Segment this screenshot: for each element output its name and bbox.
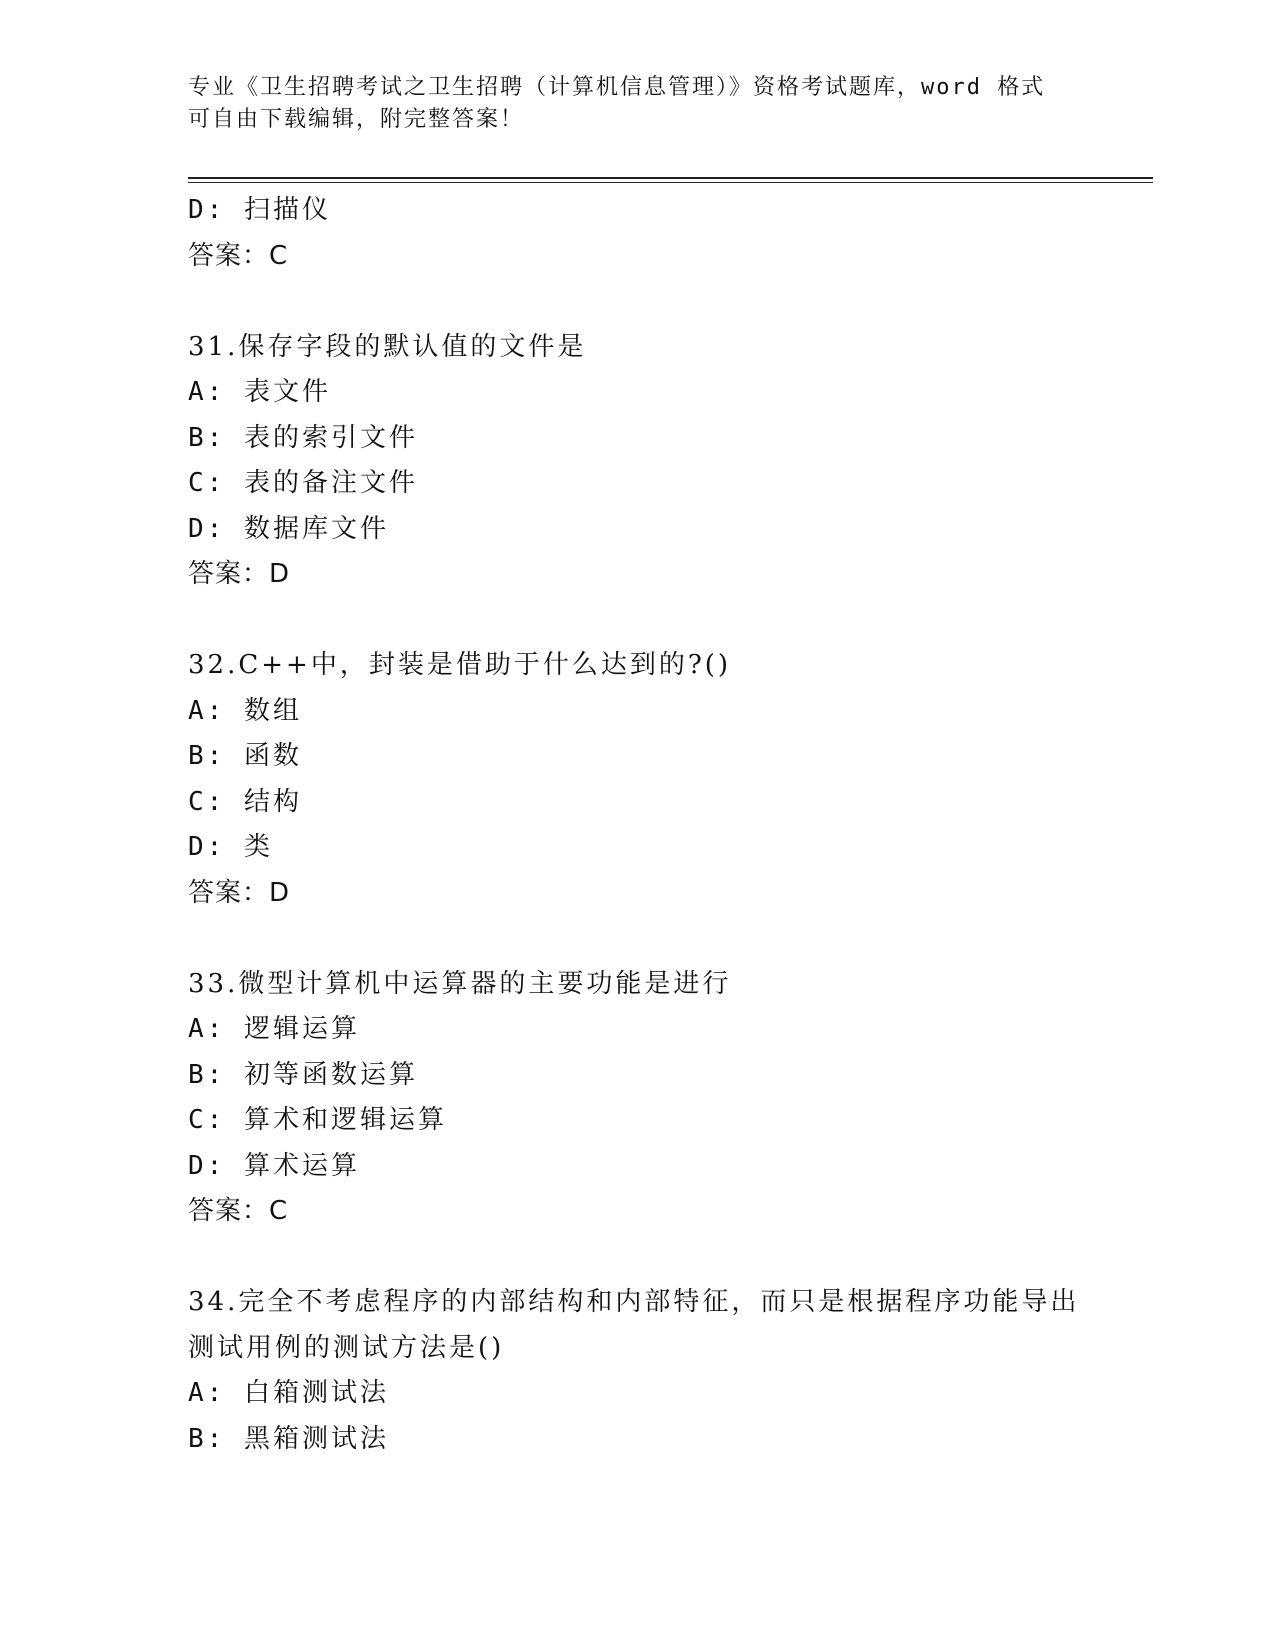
answer-line: 答案：D (188, 877, 291, 908)
question-stem: 32.C++中，封装是借助于什么达到的?() (188, 650, 732, 680)
option-a: A: 白箱测试法 (188, 1378, 389, 1408)
question-32 (188, 643, 1088, 916)
option-d: D: 算术运算 (188, 1150, 360, 1181)
question-stem: 31.保存字段的默认值的文件是 (188, 331, 587, 362)
option-a: A: 逻辑运算 (188, 1014, 360, 1044)
question-stem-line-2: 测试用例的测试方法是() (188, 1332, 505, 1363)
option-a: A: 数组 (188, 695, 302, 726)
option-b: B: 初等函数运算 (188, 1059, 418, 1090)
question-34 (188, 1280, 1088, 1462)
answer-line: 答案：D (188, 559, 291, 589)
option-c: C: 表的备注文件 (188, 468, 418, 498)
answer-line: 答案：C (188, 1196, 289, 1226)
question-31 (188, 325, 1088, 598)
question-30-continuation (188, 188, 1088, 279)
option-a: A: 表文件 (188, 377, 331, 407)
header-rule-thick (188, 177, 1153, 179)
document-header (188, 72, 1088, 136)
question-stem-line-1: 34.完全不考虑程序的内部结构和内部特征，而只是根据程序功能导出 (188, 1287, 1080, 1317)
option-b: B: 函数 (188, 741, 302, 771)
answer-line: 答案：C (188, 240, 289, 271)
option-b: B: 黑箱测试法 (188, 1423, 389, 1454)
question-stem: 33.微型计算机中运算器的主要功能是进行 (188, 968, 732, 999)
option-c: C: 结构 (188, 786, 302, 817)
spacer (188, 916, 1088, 962)
document-content (188, 188, 1088, 1462)
option-b: B: 表的索引文件 (188, 422, 418, 453)
spacer (188, 598, 1088, 644)
spacer (188, 279, 1088, 325)
question-33 (188, 962, 1088, 1235)
option-d: D: 类 (188, 832, 273, 862)
spacer (188, 1235, 1088, 1281)
option-c: C: 算术和逻辑运算 (188, 1105, 447, 1135)
option-d: D: 数据库文件 (188, 513, 389, 544)
header-rule-thin (188, 182, 1153, 183)
option-d: D: 扫描仪 (188, 195, 331, 225)
header-line-1: 专业《卫生招聘考试之卫生招聘（计算机信息管理）》资格考试题库，word 格式 (188, 75, 1046, 100)
header-line-2: 可自由下载编辑，附完整答案！ (188, 107, 525, 132)
